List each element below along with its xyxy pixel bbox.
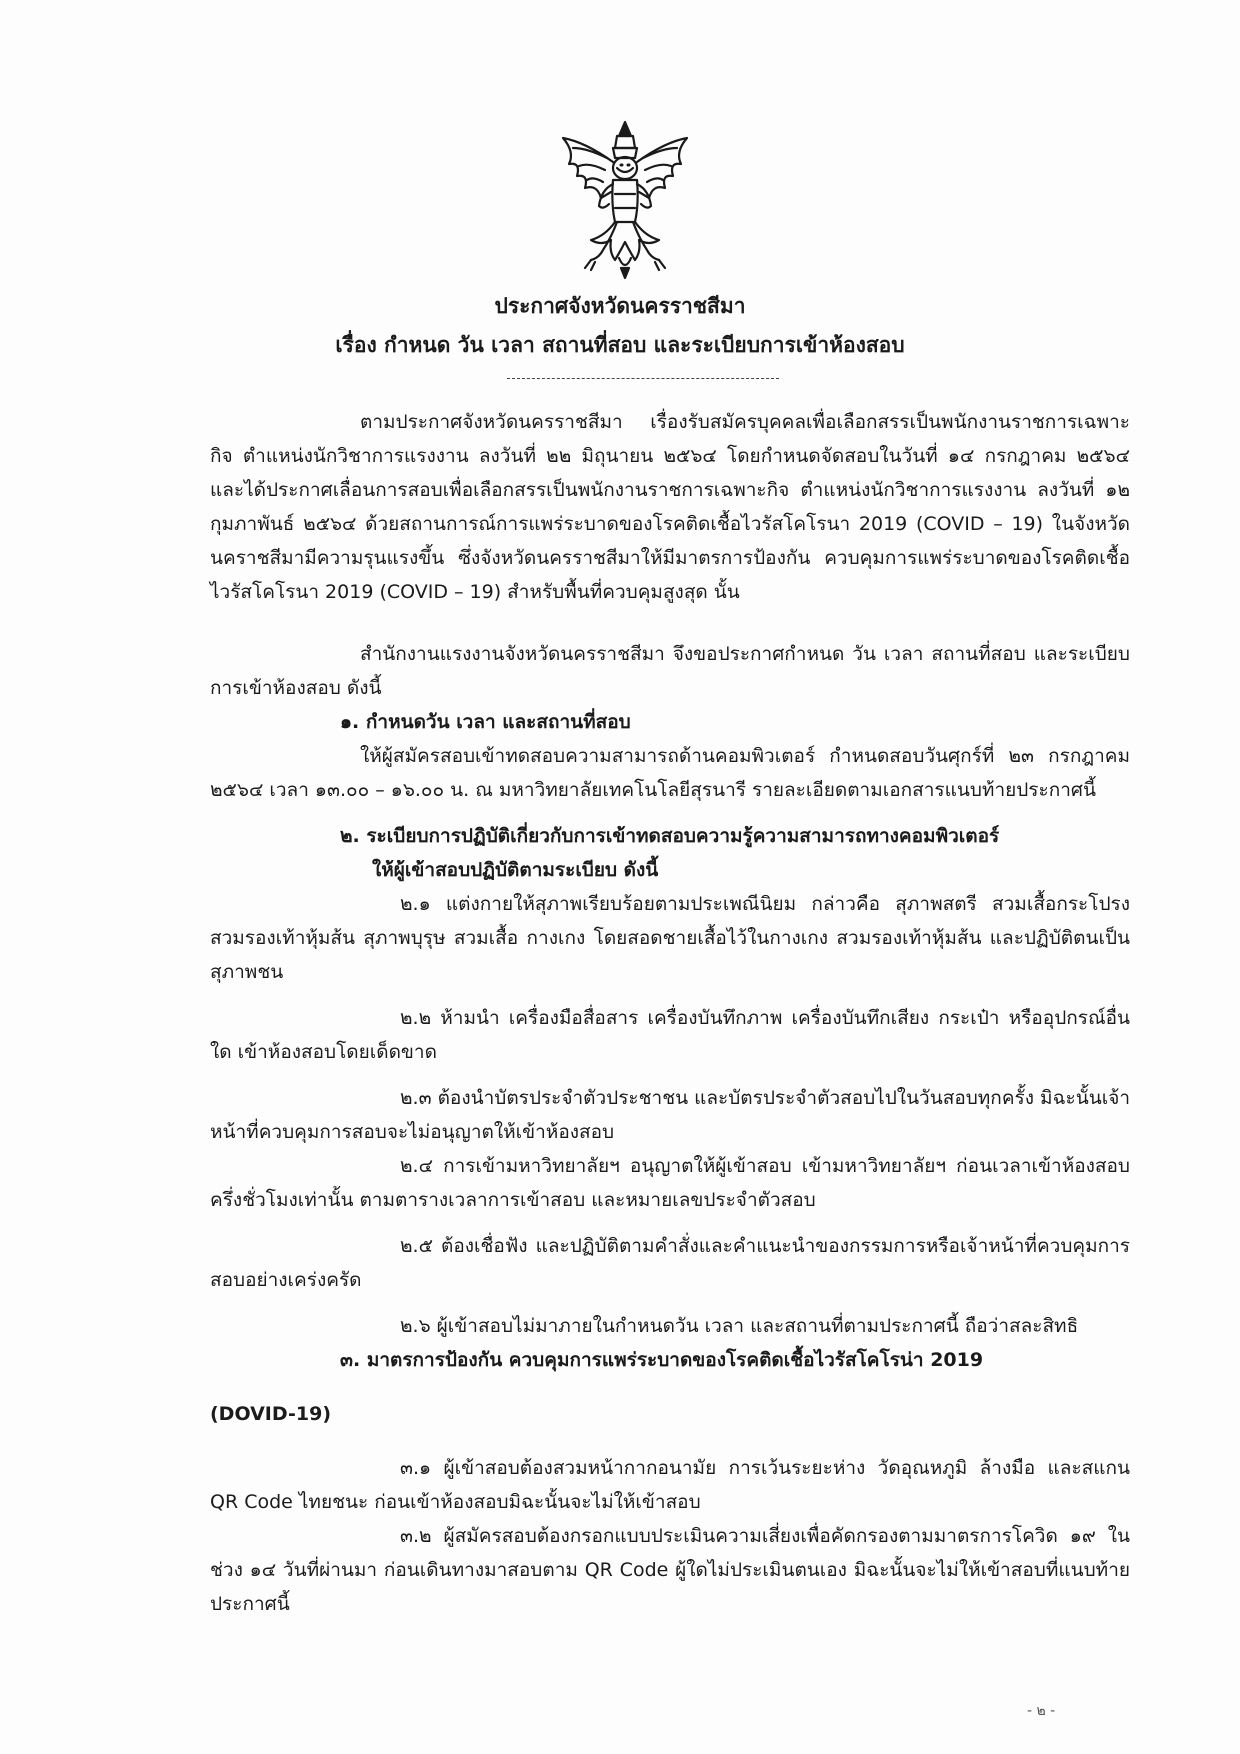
announce-paragraph: สำนักงานแรงงานจังหวัดนครราชสีมา จึงขอประกาศกำหนด วัน เวลา สถานที่สอบ และระเบียบการเข้าห้องสอบ ดังนี้ bbox=[210, 643, 1130, 699]
section-1-heading: ๑. กำหนดวัน เวลา และสถานที่สอบ bbox=[340, 711, 631, 733]
section-1-text: ให้ผู้สมัครสอบเข้าทดสอบความสามารถด้านคอมพิวเตอร์ กำหนดสอบวันศุกร์ที่ ๒๓ กรกฎาคม ๒๕๖๔ เวลา ๑๓.๐๐ – ๑๖.๐๐ น. ณ มหาวิทยาลัยเทคโนโลยีสุรนารี รายละเอียดตามเอกสารแนบท้ายประกาศนี้ bbox=[210, 745, 1130, 801]
intro-paragraph: ตามประกาศจังหวัดนครราชสีมา เรื่องรับสมัครบุคคลเพื่อเลือกสรรเป็นพนักงานราชการเฉพาะกิจ ตำแหน่งนักวิชาการแรงงาน ลงวันที่ ๒๒ มิถุนายน ๒๕๖๔ โดยกำหนดจัดสอบในวันที่ ๑๔ กรกฎาคม ๒๕๖๔ และได้ประกาศเลื่อนการสอบเพื่อเลือกสรรเป็นพนักงานราชการเฉพาะกิจ ตำแหน่งนักวิชาการแรงงาน ลงวันที่ ๑๒ กุมภาพันธ์ ๒๕๖๔ ด้วยสถานการณ์การแพร่ระบาดของโรคติดเชื้อไวรัสโคโรนา 2019 (COVID – 19) ในจังหวัดนคราชสีมามีความรุนแรงขึ้น ซึ่งจังหวัดนครราชสีมาให้มีมาตรการป้องกัน ควบคุมการแพร่ระบาดของโรคติดเชื้อไวรัสโคโรนา 2019 (COVID – 19) สำหรับพื้นที่ควบคุมสูงสุด นั้น bbox=[210, 411, 1130, 603]
rule-item-2-5: ๒.๕ ต้องเชื่อฟัง และปฏิบัติตามคำสั่งและคำแนะนำของกรรมการหรือเจ้าหน้าที่ควบคุมการสอบอย่างเคร่งครัด bbox=[210, 1235, 1130, 1291]
title-separator bbox=[507, 378, 779, 379]
rule-item-3-1: ๓.๑ ผู้เข้าสอบต้องสวมหน้ากากอนามัย การเว้นระยะห่าง วัดอุณหภูมิ ล้างมือ และสแกน QR Code ไทยชนะ ก่อนเข้าห้องสอบมิฉะนั้นจะไม่ให้เข้าสอบ bbox=[210, 1457, 1130, 1513]
rule-item-2-1: ๒.๑ แต่งกายให้สุภาพเรียบร้อยตามประเพณีนิยม กล่าวคือ สุภาพสตรี สวมเสื้อกระโปรง สวมรองเท้าหุ้มส้น สุภาพบุรุษ สวมเสื้อ กางเกง โดยสอดชายเสื้อไว้ในกางเกง สวมรองเท้าหุ้มส้น และปฏิบัติตนเป็นสุภาพชน bbox=[210, 893, 1130, 983]
section-3-heading: ๓. มาตรการป้องกัน ควบคุมการแพร่ระบาดของโรคติดเชื้อไวรัสโคโรน่า 2019 bbox=[340, 1349, 984, 1371]
announcement-subject: เรื่อง กำหนด วัน เวลา สถานที่สอบ และระเบียบการเข้าห้องสอบ bbox=[335, 333, 905, 357]
section-2-heading-cont: ให้ผู้เข้าสอบปฏิบัติตามระเบียบ ดังนี้ bbox=[372, 859, 659, 881]
next-page-mark: - ๒ - bbox=[1027, 1703, 1056, 1719]
rule-item-2-4: ๒.๔ การเข้ามหาวิทยาลัยฯ อนุญาตให้ผู้เข้าสอบ เข้ามหาวิทยาลัยฯ ก่อนเวลาเข้าห้องสอบครึ่งชั่วโมงเท่านั้น ตามตารางเวลาการเข้าสอบ และหมายเลขประจำตัวสอบ bbox=[210, 1155, 1130, 1211]
rule-item-2-3: ๒.๓ ต้องนำบัตรประจำตัวประชาชน และบัตรประจำตัวสอบไปในวันสอบทุกครั้ง มิฉะนั้นเจ้าหน้าที่ควบคุมการสอบจะไม่อนุญาตให้เข้าห้องสอบ bbox=[210, 1087, 1130, 1143]
rule-item-3-2: ๓.๒ ผู้สมัครสอบต้องกรอกแบบประเมินความเสี่ยงเพื่อคัดกรองตามมาตรการโควิด ๑๙ ในช่วง ๑๔ วันที่ผ่านมา ก่อนเดินทางมาสอบตาม QR Code ผู้ใดไม่ประเมินตนเอง มิฉะนั้นจะไม่ให้เข้าสอบที่แนบท้ายประกาศนี้ bbox=[210, 1525, 1130, 1615]
announcement-body bbox=[210, 405, 1130, 1621]
section-3-heading-cont: (DOVID-19) bbox=[210, 1403, 332, 1425]
rule-item-2-2: ๒.๒ ห้ามนำ เครื่องมือสื่อสาร เครื่องบันทึกภาพ เครื่องบันทึกเสียง กระเป๋า หรืออุปกรณ์อื่นใด เข้าห้องสอบโดยเด็ดขาด bbox=[210, 1007, 1130, 1063]
announcement-title: ประกาศจังหวัดนครราชสีมา bbox=[494, 294, 746, 318]
section-2-heading: ๒. ระเบียบการปฏิบัติเกี่ยวกับการเข้าทดสอบความรู้ความสามารถทางคอมพิวเตอร์ bbox=[340, 825, 1000, 847]
garuda-emblem-icon bbox=[555, 118, 695, 280]
rule-item-2-6: ๒.๖ ผู้เข้าสอบไม่มาภายในกำหนดวัน เวลา และสถานที่ตามประกาศนี้ ถือว่าสละสิทธิ bbox=[400, 1315, 1079, 1337]
